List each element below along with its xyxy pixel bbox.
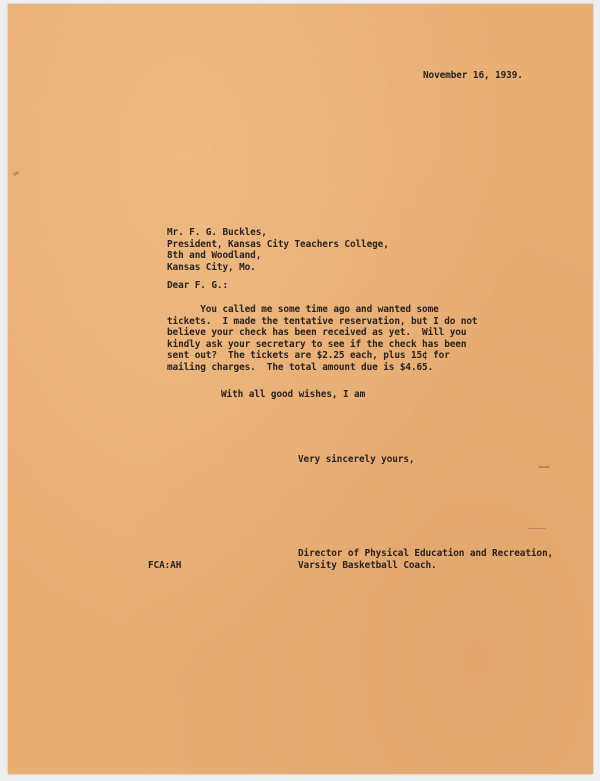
recipient-city: Kansas City, Mo.	[167, 261, 256, 273]
complimentary-closing: Very sincerely yours,	[298, 454, 415, 465]
letter-date: November 16, 1939.	[423, 70, 523, 81]
recipient-address	[167, 227, 389, 273]
letter-page	[8, 4, 593, 774]
recipient-name: Mr. F. G. Buckles,	[167, 227, 267, 238]
body-line: tickets. I made the tentative reservation, but I do not	[167, 315, 478, 327]
recipient-street: 8th and Woodland,	[167, 250, 262, 262]
body-line: You called me some time ago and wanted some	[167, 304, 439, 315]
signature-role: Varsity Basketball Coach.	[298, 559, 437, 571]
paper-blemish	[528, 528, 546, 529]
signature-title: Director of Physical Education and Recreation,	[298, 548, 554, 559]
closing-wishes: With all good wishes, I am	[221, 389, 366, 400]
letter-body	[167, 304, 477, 374]
recipient-title: President, Kansas City Teachers College,	[167, 238, 389, 250]
body-line: mailing charges. The total amount due is $4.65.	[167, 361, 434, 373]
body-line: believe your check has been received as yet. Will you	[167, 327, 467, 339]
body-line: kindly ask your secretary to see if the check has been	[167, 338, 467, 350]
signature-block	[298, 548, 553, 571]
body-line: sent out? The tickets are $2.25 each, plus 15¢ for	[167, 350, 450, 362]
paper-blemish	[538, 466, 550, 468]
paper-blemish	[13, 171, 20, 177]
salutation: Dear F. G.:	[167, 280, 228, 291]
typist-initials: FCA:AH	[148, 560, 182, 571]
